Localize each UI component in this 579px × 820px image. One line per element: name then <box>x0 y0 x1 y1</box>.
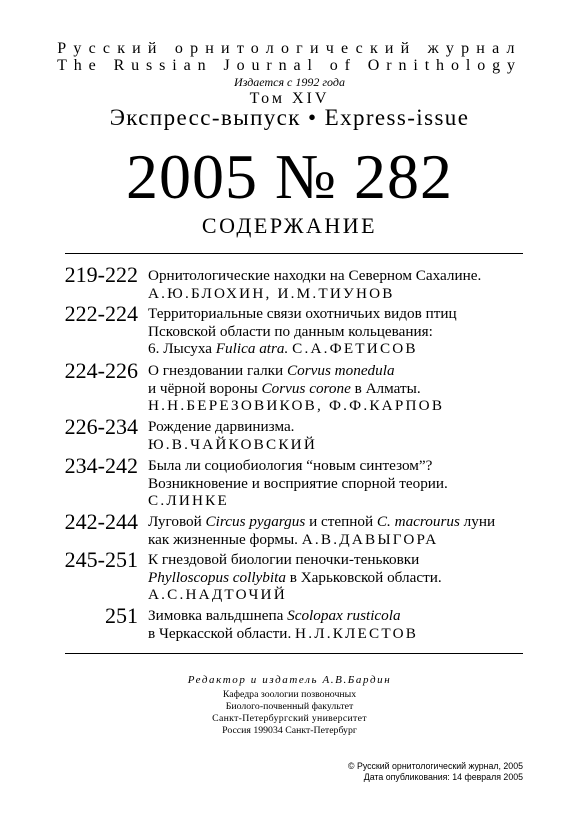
journal-title-ru: Русский орнитологический журнал <box>57 40 522 57</box>
latin-name: Corvus corone <box>261 379 351 397</box>
journal-title-en: The Russian Journal of Ornithology <box>57 57 522 74</box>
entry-text <box>148 362 540 415</box>
entry-title: Орнитологические находки на Северном Сахалине. <box>148 267 482 284</box>
department-line: Кафедра зоологии позвоночных <box>222 689 357 700</box>
entry-title-line: Псковской области по данным кольцевания: <box>148 322 433 340</box>
entry-title-line <box>148 625 540 643</box>
entry-title-line: Территориальные связи охотничьих видов птиц <box>148 305 457 322</box>
entry-title-text: луни <box>459 513 496 530</box>
latin-name: Scolopax rusticola <box>287 607 401 624</box>
latin-name: C. macrourus <box>376 513 460 530</box>
entry-title-text: и степной <box>305 513 377 530</box>
page-range: 242-244 <box>64 509 138 534</box>
entry-title-line <box>148 340 540 358</box>
entry-title-text: О гнездовании галки <box>148 362 287 379</box>
entry-title-text: Луговой <box>148 513 206 530</box>
entry-text <box>148 607 540 642</box>
entry-text <box>148 513 540 548</box>
entry-text <box>148 305 540 358</box>
publication-date-line: Дата опубликования: 14 февраля 2005 <box>363 772 523 782</box>
entry-title-text: в Алматы. <box>350 379 421 397</box>
editor-line: Редактор и издатель А.В.Бардин <box>187 674 392 686</box>
latin-name: Fulica atra. <box>215 340 289 358</box>
entry-text <box>148 267 540 302</box>
bottom-rule <box>65 653 523 654</box>
volume-label: Том XIV <box>249 90 330 107</box>
address-line: Россия 199034 Санкт-Петербург <box>222 725 357 736</box>
page-range: 234-242 <box>64 453 138 478</box>
entry-title-line <box>148 531 540 549</box>
entry-title-text: и чёрной вороны <box>148 379 262 397</box>
entry-authors: А.С.НАДТОЧИЙ <box>148 586 287 604</box>
university-line: Санкт-Петербургский университет <box>212 713 367 724</box>
entry-title-line <box>148 362 540 380</box>
issue-number: 2005 № 282 <box>125 141 454 212</box>
latin-name: Phylloscopus collybita <box>148 568 286 586</box>
entry-authors: А.Ю.БЛОХИН, И.М.ТИУНОВ <box>148 284 395 302</box>
page-range: 245-251 <box>64 547 138 572</box>
entry-title-text: в Черкасской области. <box>148 624 292 642</box>
entry-title-text: в Харьковской области. <box>285 568 442 586</box>
published-since: Издается с 1992 года <box>234 75 345 89</box>
entry-authors: А.В.ДАВЫГОРА <box>301 530 439 548</box>
entry-authors: С.А.ФЕТИСОВ <box>292 340 418 358</box>
entry-text <box>148 551 540 604</box>
entry-title-text: Зимовка вальдшнепа <box>148 607 288 624</box>
copyright-line: © Русский орнитологический журнал, 2005 <box>348 761 523 771</box>
contents-heading: СОДЕРЖАНИЕ <box>201 213 378 238</box>
entry-title-line: К гнездовой биологии пеночки-теньковки <box>148 551 420 568</box>
page-range: 219-222 <box>64 262 138 287</box>
entry-text <box>148 457 540 510</box>
page-range: 222-224 <box>64 301 138 326</box>
entry-authors: С.ЛИНКЕ <box>148 492 229 510</box>
top-rule <box>65 253 523 254</box>
entry-authors: Н.Н.БЕРЕЗОВИКОВ, Ф.Ф.КАРПОВ <box>148 397 445 415</box>
latin-name: Corvus monedula <box>286 362 395 379</box>
entry-title-line <box>148 607 540 625</box>
entry-title-line <box>148 513 540 531</box>
latin-name: Circus pygargus <box>205 513 306 530</box>
page-range: 224-226 <box>64 358 138 383</box>
entry-title-line <box>148 569 540 587</box>
entry-title-text: как жизненные формы. <box>148 530 298 548</box>
entry-title-line: Возникновение и восприятие спорной теории. <box>148 474 448 492</box>
page-range: 251 <box>105 603 138 628</box>
entry-title: Рождение дарвинизма. <box>148 418 295 435</box>
entry-title-text: 6. Лысуха <box>148 340 216 358</box>
faculty-line: Биолого-почвенный факультет <box>225 701 354 712</box>
entry-text <box>148 418 540 453</box>
entry-title-line <box>148 380 540 398</box>
page-range: 226-234 <box>64 414 138 439</box>
entry-title-line: Была ли социобиология “новым синтезом”? <box>148 457 433 474</box>
express-issue-label: Экспресс-выпуск • Express-issue <box>109 105 470 130</box>
entry-authors: Н.Л.КЛЕСТОВ <box>295 624 419 642</box>
entry-authors: Ю.В.ЧАЙКОВСКИЙ <box>148 435 317 453</box>
